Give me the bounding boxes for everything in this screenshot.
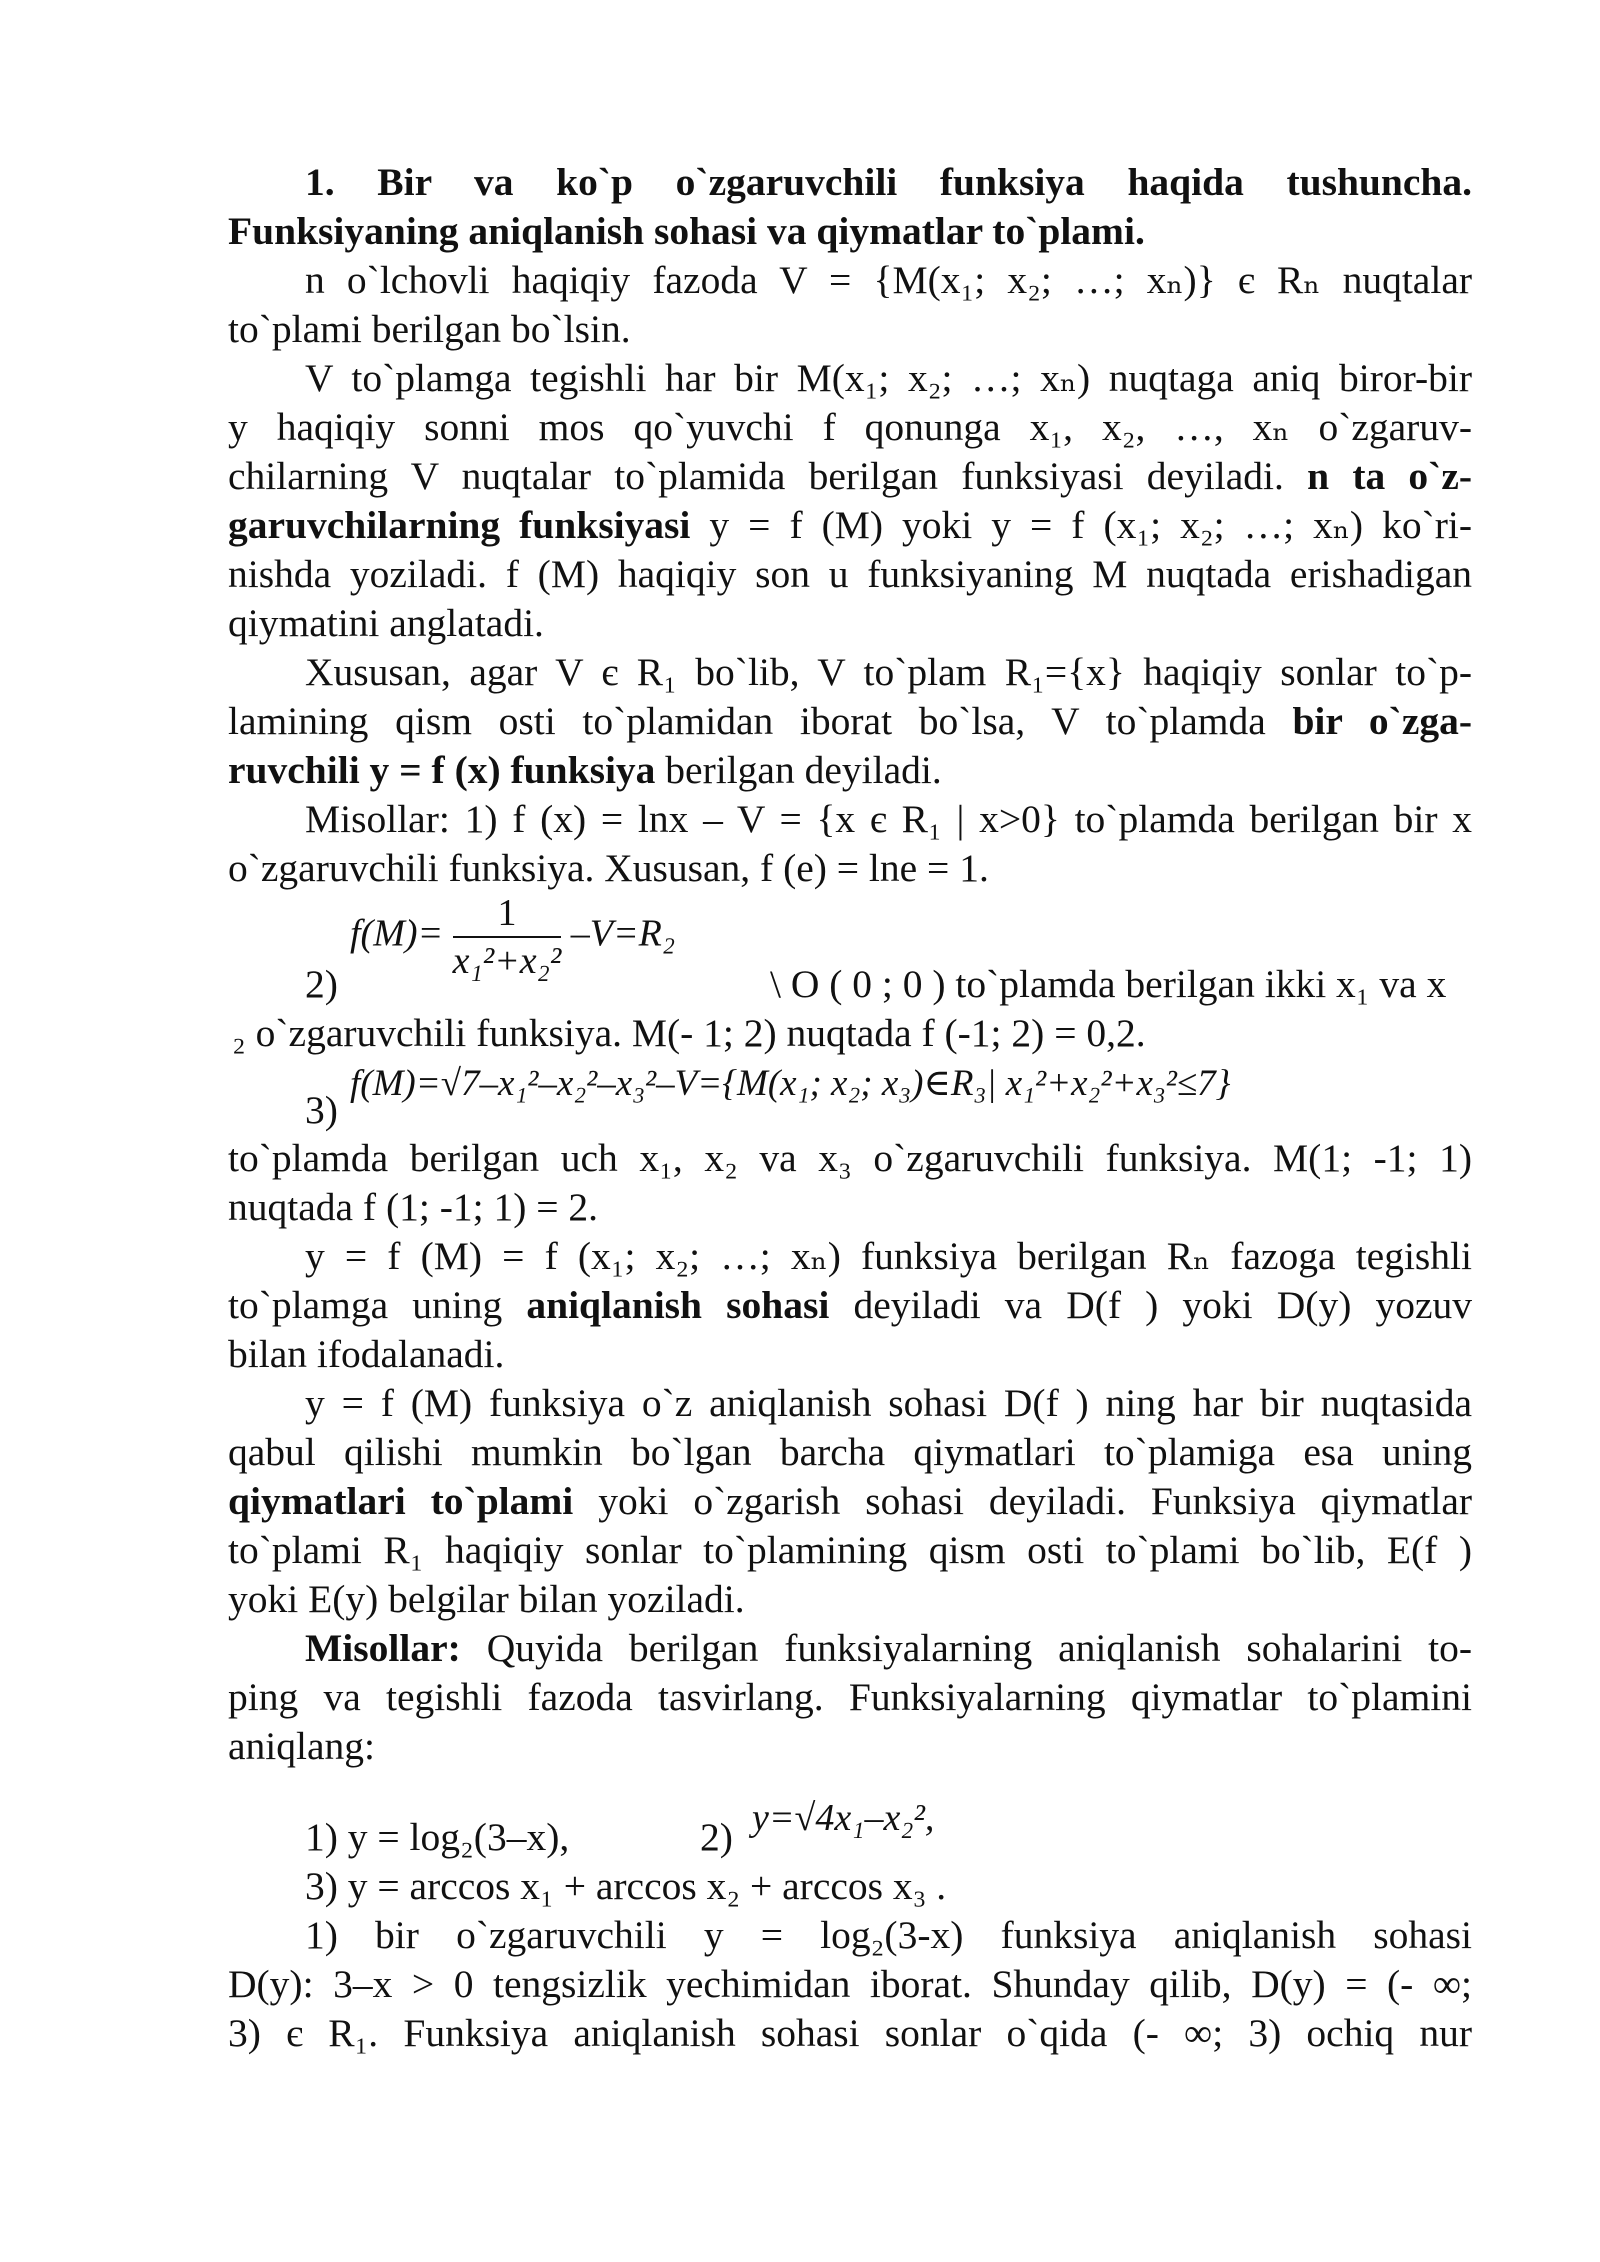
paragraph-line: ₂ o`zgaruvchili funksiya. M(- 1; 2) nuqtada f (-1; 2) = 0,2. [232,1011,1146,1055]
paragraph-line: y haqiqiy sonni mos qo`yuvchi f qonunga x₁, x₂, …, xₙ o`zgaruv- [228,405,1472,449]
formula-example-3: f(M)=√7–x₁²–x₂²–x₃²–V={M(x₁; x₂; x₃)∈R₃| x₁²+x₂²+x₃²≤7} [350,1063,1231,1104]
paragraph-line [228,501,1472,550]
paragraph-line: bilan ifodalanadi. [228,1332,505,1376]
paragraph-text: lamining qism osti to`plamidan iborat bo`lsa, V to`plamda [228,699,1266,743]
paragraph-line: to`plamda berilgan uch x₁, x₂ va x₃ o`zgaruvchili funksiya. M(1; -1; 1) [228,1136,1472,1180]
formula-rhs: –V=R₂ [570,912,676,955]
paragraph-line: o`zgaruvchili funksiya. Xususan, f (e) = lne = 1. [228,846,989,890]
bold-term: Misollar: [305,1626,461,1670]
fraction-numerator: 1 [453,890,562,938]
bold-term: n ta o`z- [1307,454,1473,498]
section-heading-line2 [228,207,1472,256]
paragraph-line: 1) bir o`zgaruvchili y = log₂(3-x) funksiya aniqlanish sohasi [305,1913,1472,1957]
section-heading-line1 [305,158,1472,207]
paragraph-line: nuqtada f (1; -1; 1) = 2. [228,1185,599,1229]
paragraph-line: n o`lchovli haqiqiy fazoda V = {M(x₁; x₂; …; xₙ)} є Rₙ nuqtalar [305,258,1472,302]
paragraph-text: to`plamga uning [228,1283,503,1327]
heading-title-part2: Funksiyaning aniqlanish sohasi va qiymatlar to`plami. [228,209,1145,253]
example-item-3: 3) y = arccos x₁ + arccos x₂ + arccos x₃ . [305,1864,947,1908]
heading-title-part1: Bir va ko`p o`zgaruvchili funksiya haqida tushuncha. [377,160,1472,204]
paragraph-text: chilarning V nuqtalar to`plamida berilgan funksiyasi deyiladi. [228,454,1284,498]
example-3-label: 3) [305,1088,338,1132]
bold-term: qiymatlari to`plami [228,1479,574,1523]
paragraph-text: y = f (M) yoki y = f (x₁; x₂; …; xₙ) ko`ri- [709,503,1473,547]
paragraph-line: V to`plamga tegishli har bir M(x₁; x₂; …; xₙ) nuqtaga aniq biror-bir [305,356,1472,400]
paragraph-line: to`plami R₁ haqiqiy sonlar to`plamining qism osti to`plami bo`lib, E(f ) [228,1528,1472,1572]
paragraph-line: qabul qilishi mumkin bo`lgan barcha qiymatlari to`plamiga esa uning [228,1430,1472,1474]
paragraph-line: ping va tegishli fazoda tasvirlang. Funksiyalarning qiymatlar to`plamini [228,1675,1472,1719]
paragraph-line [228,746,1472,795]
example-item-1: 1) y = log₂(3–x), [305,1815,570,1859]
paragraph-line: 3) є R₁. Funksiya aniqlanish sohasi sonlar o`qida (- ∞; 3) ochiq nur [228,2011,1472,2055]
paragraph-text: berilgan deyiladi. [665,748,942,792]
formula-item-2: y=√4x₁–x₂², [752,1797,935,1839]
paragraph-line [228,1281,1472,1330]
paragraph-line: Xususan, agar V є R₁ bo`lib, V to`plam R₁={x} haqiqiy sonlar to`p- [305,650,1472,694]
paragraph-line: D(y): 3–x > 0 tengsizlik yechimidan iborat. Shunday qilib, D(y) = (- ∞; [228,1962,1472,2006]
bold-term: ruvchili y = f (x) funksiya [228,748,656,792]
paragraph-line: aniqlang: [228,1724,375,1768]
fraction-denominator: x₁²+x₂² [452,940,562,982]
example-2-label: 2) [305,962,338,1006]
bold-term: garuvchilarning funksiyasi [228,503,691,547]
heading-number: 1. [305,160,335,204]
paragraph-line: Misollar: 1) f (x) = lnx – V = {x є R₁ | x>0} to`plamda berilgan bir x [305,797,1472,841]
example-item-2-label: 2) [700,1815,733,1859]
paragraph-line [228,452,1472,501]
paragraph-line: y = f (M) = f (x₁; x₂; …; xₙ) funksiya berilgan Rₙ fazoga tegishli [305,1234,1472,1278]
paragraph-line: nishda yoziladi. f (M) haqiqiy son u funksiyaning M nuqtada erishadigan [228,552,1472,596]
paragraph-line: to`plami berilgan bo`lsin. [228,307,631,351]
paragraph-line: yoki E(y) belgilar bilan yoziladi. [228,1577,745,1621]
paragraph-line [305,1624,1472,1673]
paragraph-line: \ O ( 0 ; 0 ) to`plamda berilgan ikki x₁ va x [770,962,1447,1006]
paragraph-line [228,697,1472,746]
paragraph-line [228,1477,1472,1526]
paragraph-text: Quyida berilgan funksiyalarning aniqlanish sohalarini to- [486,1626,1472,1670]
paragraph-text: yoki o`zgarish sohasi deyiladi. Funksiya qiymatlar [598,1479,1473,1523]
paragraph-text: deyiladi va D(f ) yoki D(y) yozuv [853,1283,1472,1327]
formula-lhs: f(M)= [350,912,444,955]
bold-term: bir o`zga- [1292,699,1473,743]
paragraph-line: y = f (M) funksiya o`z aniqlanish sohasi D(f ) ning har bir nuqtasida [305,1381,1472,1425]
paragraph-line: qiymatini anglatadi. [228,601,544,645]
bold-term: aniqlanish sohasi [526,1283,830,1327]
